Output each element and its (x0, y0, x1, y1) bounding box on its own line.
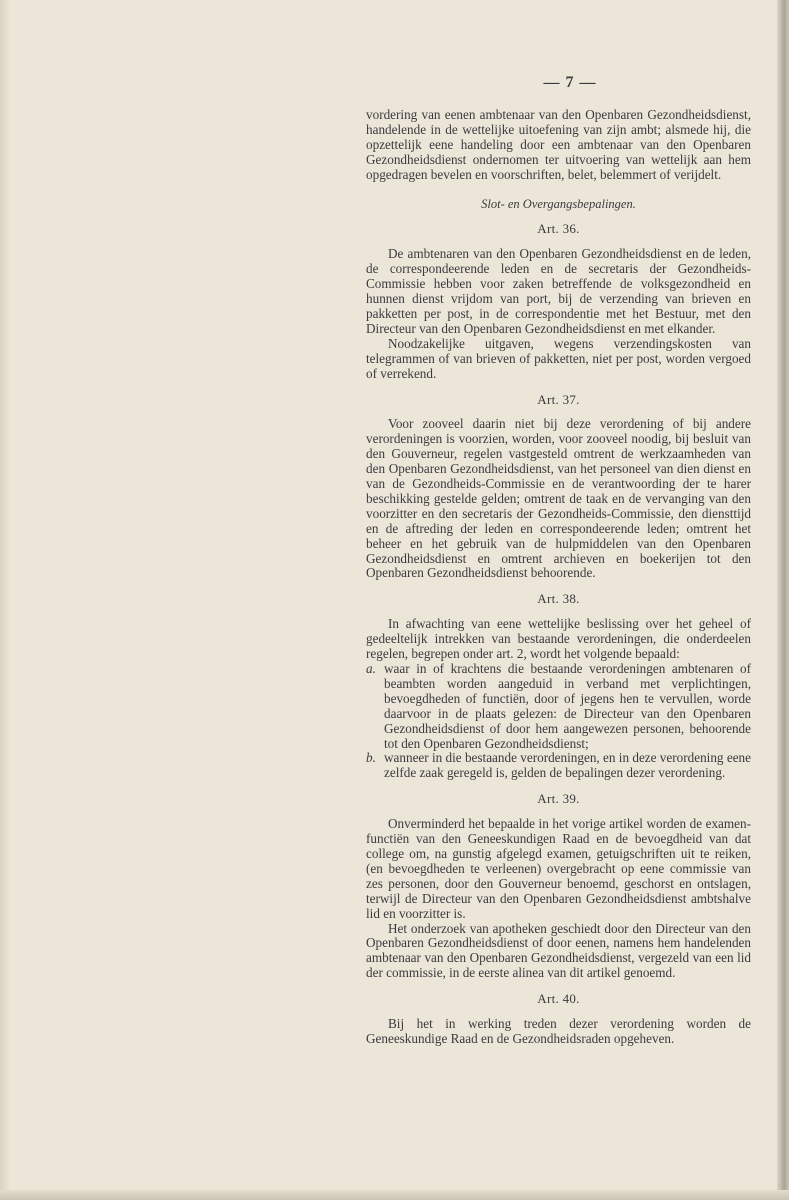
item-b-label: b. (366, 750, 376, 766)
article-38-item-b (366, 751, 751, 781)
article-39-heading: Art. 39. (537, 791, 580, 807)
article-36-paragraph-1: De ambtenaren van den Openbaren Gezondheidsdienst en de leden, de correspondeerende leden en de secretaris der Gezondheids-Commissie hebben voor zaken betreffende de volksgezondheid en hunnen dienst vrijdom van port, bij de verzending van brieven en pakketten per post, in de correspondentie met het Bestuur, met den Directeur van den Openbaren Gezondheidsdienst en met elkander. (366, 246, 751, 336)
article-38-item-a (366, 662, 751, 751)
text-column (366, 108, 751, 1047)
section-title: Slot- en Overgangsbepalingen. (481, 196, 636, 211)
article-37-heading: Art. 37. (537, 391, 580, 407)
article-38-paragraph-1: In afwachting van eene wettelijke beslissing over het geheel of gedeeltelijk intrekken van bestaande verordeningen, die onderdeelen regelen, begrepen onder art. 2, wordt het volgende bepaald: (366, 616, 751, 662)
item-a-text: waar in of krachtens die bestaande verordeningen ambtenaren of beambten worden aangeduid in verband met verplichtingen, bevoegdheden of functiën, door of jegens hen te vervullen, worde daarvoor in de plaats gelezen: de Directeur van den Openbaren Gezondheidsdienst of door hem aangewezen personen, behoorende tot den Openbaren Gezondheidsdienst; (384, 661, 751, 751)
article-40-heading: Art. 40. (537, 991, 580, 1007)
article-40-paragraph-1: Bij het in werking treden dezer verordening worden de Geneeskundige Raad en de Gezondheidsraden opgeheven. (366, 1016, 751, 1046)
article-37-paragraph-1: Voor zooveel daarin niet bij deze verordening of bij andere verordeningen is voorzien, worden, voor zooveel noodig, bij besluit van den Gouverneur, regelen vastgesteld omtrent de werkzaamheden van den Openbaren Gezondheidsdienst, van het personeel van dien dienst en van de Gezondheids-Commissie en de verantwoording der te harer beschikking gestelde gelden; omtrent de taak en de vervanging van den voorzitter en den secretaris der Gezondheids-Commissie, den diensttijd en de aftreding der leden en correspondeerende leden; omtrent het beheer en het gebruik van de hulpmiddelen van den Openbaren Gezondheidsdienst en omtrent archieven en boekerijen tot den Openbaren Gezondheidsdienst behoorende. (366, 416, 751, 581)
page-number: — 7 — (543, 74, 597, 91)
article-38-heading: Art. 38. (537, 591, 580, 607)
item-b-text: wanneer in die bestaande verordeningen, en in deze verordening eene zelfde zaak geregeld is, gelden de bepalingen dezer verordening. (384, 750, 751, 781)
article-39-paragraph-1: Onverminderd het bepaalde in het vorige artikel worden de examen-functiën van den Geneeskundigen Raad en de bevoegdheid van dat college om, na gunstig afgelegd examen, getuigschriften uit te reiken, (en bevoegdheden te verleenen) overgebracht op eene commissie van zes personen, door den Gouverneur benoemd, geschorst en ontslagen, terwijl de Directeur van den Openbaren Gezondheidsdienst ambtshalve lid en voorzitter is. (366, 816, 751, 921)
item-a-label: a. (366, 661, 376, 676)
article-39-paragraph-2: Het onderzoek van apotheken geschiedt door den Directeur van den Openbaren Gezondheidsdienst of door eenen, namens hem handelenden ambtenaar van den Openbaren Gezondheidsdienst, vergezeld van een lid der commissie, in de eerste alinea van dit artikel genoemd. (366, 920, 751, 981)
intro-paragraph: vordering van eenen ambtenaar van den Openbaren Gezondheidsdienst, handelende in de wettelijke uitoefening van zijn ambt; alsmede hij, die opzettelijk eene handeling door een ambtenaar van den Openbaren Gezondheidsdienst ondernomen ter uitvoering van wettelijk aan hem opgedragen bevelen en voorschriften, belet, belemmert of verijdelt. (366, 107, 751, 182)
page-edge-bottom (0, 1190, 789, 1200)
article-36-heading: Art. 36. (537, 221, 580, 237)
article-36-paragraph-2: Noodzakelijke uitgaven, wegens verzendingskosten van telegrammen of van brieven of pakketten, niet per post, worden vergoed of verrekend. (366, 335, 751, 381)
page-edge-right (777, 0, 789, 1200)
page-edge-left (0, 0, 9, 1200)
